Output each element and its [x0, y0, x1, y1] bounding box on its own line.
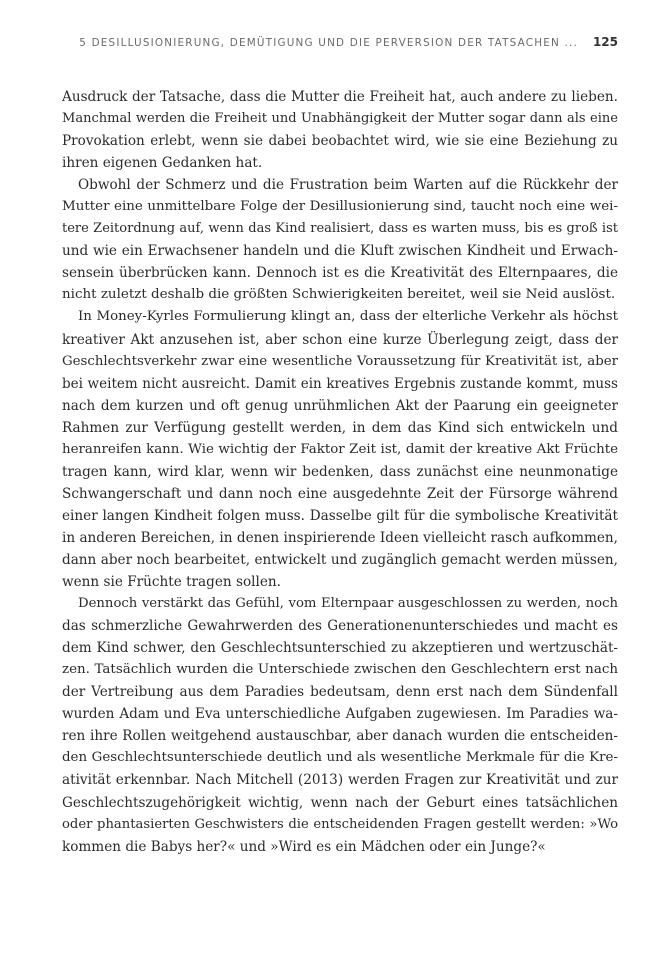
running-header	[62, 34, 618, 54]
text-line: Ausdruck der Tatsache, dass die Mutter die Freiheit hat, auch andere zu lieben.	[62, 89, 618, 105]
text-line: wurden Adam und Eva unterschiedliche Aufgaben zugewiesen. Im Paradies wa-	[62, 706, 618, 723]
text-line: einer langen Kindheit folgen muss. Dasselbe gilt für die symbolische Kreativität	[62, 507, 618, 524]
text-line: der Vertreibung aus dem Paradies bedeutsam, denn erst nach dem Sündenfall	[62, 684, 618, 701]
text-line: das schmerzliche Gewahrwerden des Generationenunterschiedes und macht es	[62, 618, 618, 635]
text-line: kommen die Babys her?« und »Wird es ein Mädchen oder ein Junge?«	[62, 838, 546, 855]
text-line: nicht zuletzt deshalb die größten Schwierigkeiten bereitet, weil sie Neid auslöst.	[62, 287, 616, 303]
paragraph-1	[62, 86, 618, 174]
text-line: bei weitem nicht ausreicht. Damit ein kreatives Ergebnis zustande kommt, muss	[62, 375, 618, 392]
paragraph-2	[62, 174, 618, 306]
body-text	[62, 86, 618, 858]
text-line: In Money-Kyrles Formulierung klingt an, dass der elterliche Verkehr als höchst	[78, 309, 618, 325]
text-line: und wie ein Erwachsener handeln und die Kluft zwischen Kindheit und Erwach-	[62, 243, 618, 260]
text-line: tere Zeitordnung auf, wenn das Kind realisiert, dass es warten muss, bis es groß ist	[62, 221, 618, 237]
text-line: Mutter eine unmittelbare Folge der Desillusionierung sind, taucht noch eine wei-	[62, 199, 618, 215]
text-line: in anderen Bereichen, in denen inspirierende Ideen vielleicht rasch aufkommen,	[62, 529, 618, 546]
text-line: wenn sie Früchte tragen sollen.	[62, 574, 281, 591]
text-line: ativität erkennbar. Nach Mitchell (2013) werden Fragen zur Kreativität und zur	[62, 772, 618, 789]
text-line: kreativer Akt anzusehen ist, aber schon eine kurze Überlegung zeigt, dass der	[62, 331, 618, 348]
text-line: zen. Tatsächlich wurden die Unterschiede zwischen den Geschlechtern erst nach	[62, 662, 618, 678]
chapter-title: 5 DESILLUSIONIERUNG, DEMÜTIGUNG UND DIE PERVERSION DER TATSACHEN ...	[79, 37, 578, 49]
text-line: Manchmal werden die Freiheit und Unabhängigkeit der Mutter sogar dann als eine	[62, 111, 618, 127]
text-line: den Geschlechtsunterschiede deutlich und als wesentliche Merkmale für die Kre-	[62, 750, 618, 766]
paragraph-4	[62, 593, 618, 858]
text-line: oder phantasierten Geschwisters die entscheidenden Fragen gestellt werden: »Wo	[62, 816, 618, 832]
text-line: dann aber noch bearbeitet, entwickelt und zugänglich gemacht werden müssen,	[62, 551, 618, 568]
text-line: ihren eigenen Gedanken hat.	[62, 155, 263, 172]
text-line: Rahmen zur Verfügung gestellt werden, in dem das Kind sich entwickeln und	[62, 419, 618, 436]
text-line: ren ihre Rollen weitgehend austauschbar, aber danach wurden die entscheiden-	[62, 728, 618, 745]
text-line: dem Kind schwer, den Geschlechtsunterschied zu akzeptieren und wertzuschät-	[62, 640, 618, 657]
text-line: Dennoch verstärkt das Gefühl, vom Elternpaar ausgeschlossen zu werden, noch	[78, 596, 618, 612]
text-line: nach dem kurzen und oft genug unrühmlichen Akt der Paarung ein geeigneter	[62, 397, 618, 414]
paragraph-3	[62, 306, 618, 593]
text-line: sensein überbrücken kann. Dennoch ist es die Kreativität des Elternpaares, die	[62, 265, 618, 282]
text-line: Geschlechtsverkehr zwar eine wesentliche Voraussetzung für Kreativität ist, aber	[62, 353, 618, 369]
text-line: Obwohl der Schmerz und die Frustration beim Warten auf die Rückkehr der	[78, 177, 618, 194]
text-line: heranreifen kann. Wie wichtig der Faktor Zeit ist, damit der kreative Akt Früchte	[62, 441, 618, 457]
page-number: 125	[592, 35, 618, 49]
text-line: Provokation erlebt, wenn sie dabei beobachtet wird, wie sie eine Beziehung zu	[62, 133, 618, 150]
text-line: Schwangerschaft und dann noch eine ausgedehnte Zeit der Fürsorge während	[62, 485, 618, 502]
text-line: Geschlechtszugehörigkeit wichtig, wenn nach der Geburt eines tatsächlichen	[62, 794, 618, 811]
text-line: tragen kann, wird klar, wenn wir bedenken, dass zunächst eine neunmonatige	[62, 463, 618, 480]
